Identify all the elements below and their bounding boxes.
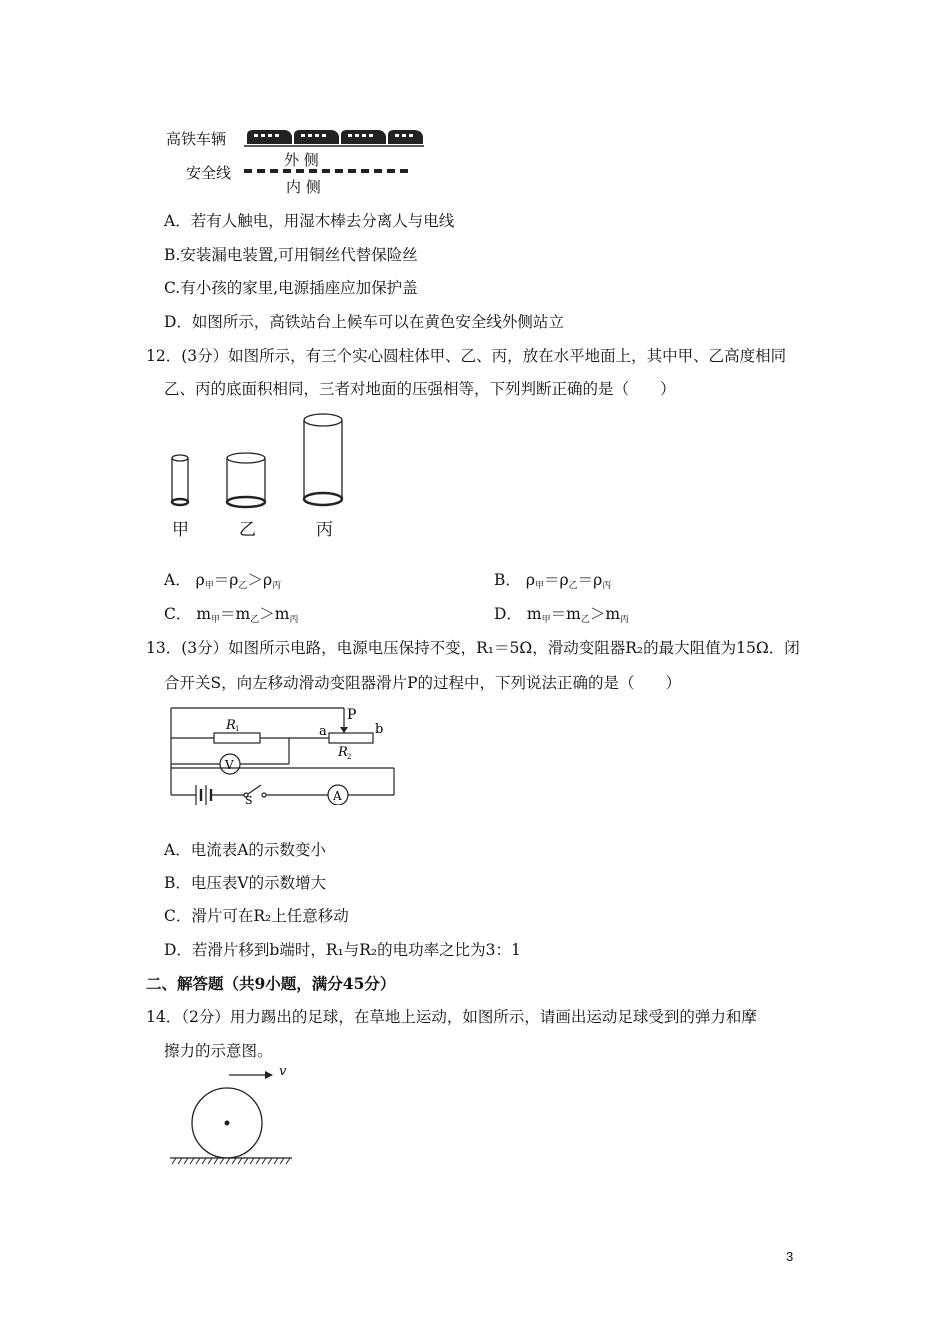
q11-option-d: D．如图所示，高铁站台上候车可以在黄色安全线外侧站立 [164,313,564,331]
a-label: a [319,724,327,739]
svg-text:2: 2 [347,753,352,761]
q12-option-c: C． $m_甲=m_乙>m_丙$ [164,605,299,625]
cylinder-bing [304,414,342,505]
safety-dashed-line [244,167,414,175]
q12-line-1: 12．(3分）如图所示，有三个实心圆柱体甲、乙、丙，放在水平地面上，其中甲、乙高度相同 [146,347,787,365]
q12-line-2: 乙、丙的底面积相同，三者对地面的压强相等，下列判断正确的是（ ） [164,380,676,398]
page-number: 3 [786,1249,794,1264]
cylinder-label-bing: 丙 [316,520,333,540]
q11-option-c: C.有小孩的家里,电源插座应加保护盖 [164,279,418,297]
q14-line-1: 14．（2分）用力踢出的足球，在草地上运动，如图所示，请画出运动足球受到的弹力和摩 [146,1008,757,1026]
inside-label: 内 侧 [286,178,321,196]
train-cars-graphic [244,126,424,148]
q11-option-a: A．若有人触电，用湿木棒去分离人与电线 [164,212,455,230]
switch-label: S [245,794,253,805]
outside-label: 外 侧 [284,151,319,169]
q13-line-1: 13．(3分）如图所示电路，电源电压保持不变，R₁＝5Ω，滑动变阻器R₂的最大阻值为15Ω．闭 [146,639,800,657]
cylinder-jia [172,455,188,505]
velocity-label: v [279,1064,287,1079]
p-label: P [347,707,357,723]
r1-label: R [226,718,236,733]
q13-option-c: C．滑片可在R₂上任意移动 [164,907,349,925]
train-figure [166,122,426,197]
q12-option-b: B． $\rho_甲=\rho_乙=\rho_丙$ [494,571,612,591]
circuit-diagram [166,700,398,805]
ammeter-label: A [333,789,342,803]
q14-line-2: 擦力的示意图。 [164,1042,273,1060]
cylinder-yi [227,453,265,507]
cylinder-label-yi: 乙 [239,520,256,540]
q12-option-a: A． $\rho_甲=\rho_乙>\rho_丙$ [164,571,282,591]
r2-label: R [338,745,348,760]
q12-option-d: D． $m_甲=m_乙>m_丙$ [494,605,630,625]
safety-line-label: 安全线 [186,164,232,182]
svg-text:1: 1 [235,725,240,733]
q13-line-2: 合开关S，向左移动滑动变阻器滑片P的过程中，下列说法正确的是（ ） [164,674,682,692]
vehicle-label: 高铁车辆 [166,130,227,148]
cylinder-label-jia: 甲 [172,520,189,540]
b-label: b [375,722,384,737]
section-heading: 二、解答题（共9小题，满分45分） [146,974,396,993]
q11-option-b: B.安装漏电装置,可用铜丝代替保险丝 [164,246,418,264]
q13-option-a: A．电流表A的示数变小 [164,841,326,859]
q13-option-d: D．若滑片移到b端时，R₁与R₂的电功率之比为3：1 [164,941,521,959]
q13-option-b: B．电压表V的示数增大 [164,874,327,892]
football-figure [166,1068,296,1168]
voltmeter-label: V [225,758,234,772]
